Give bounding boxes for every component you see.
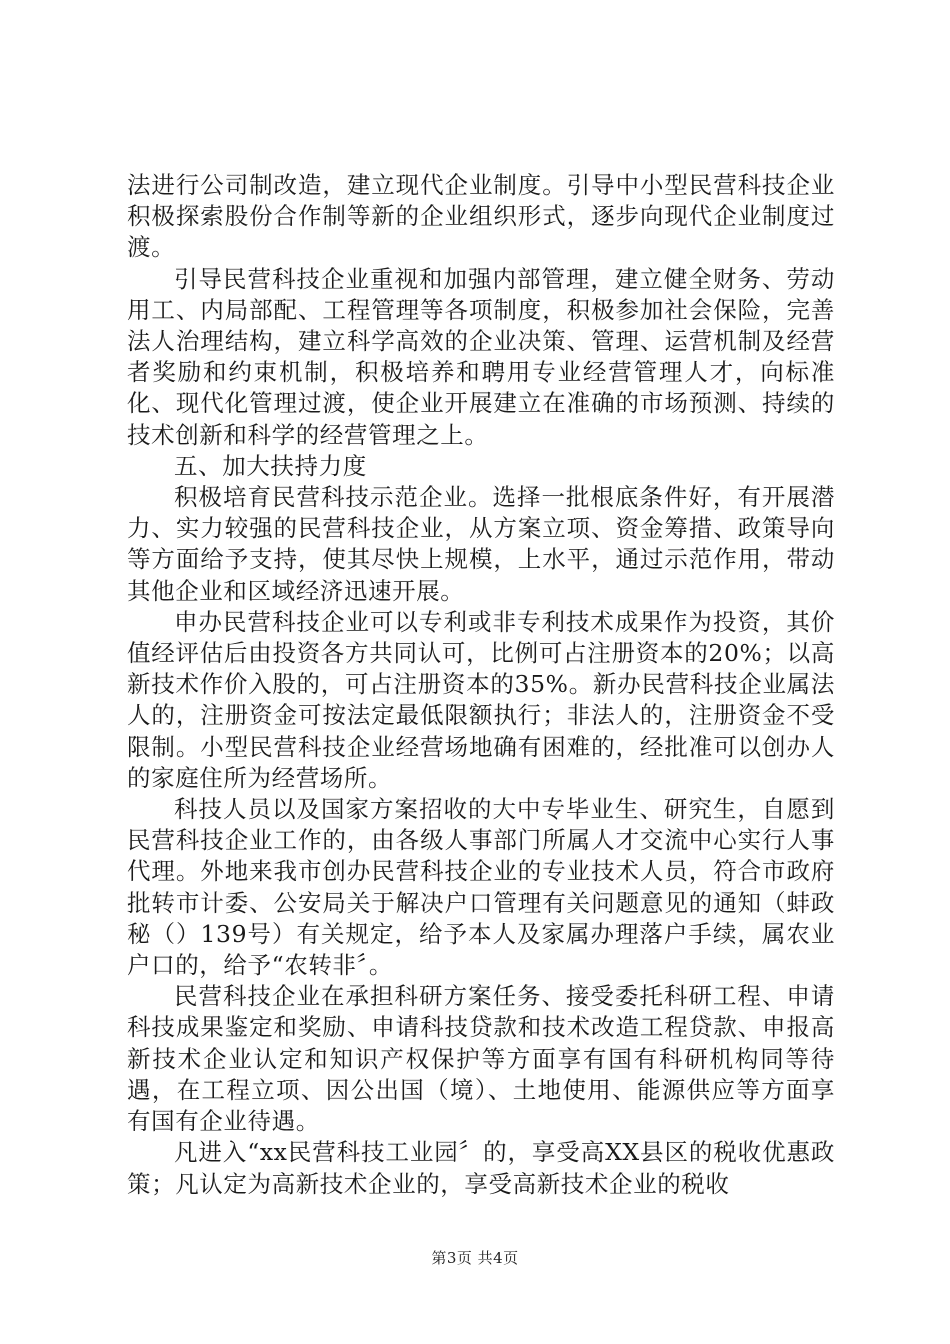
section-heading: 五、加大扶持力度: [174, 451, 367, 480]
paragraph-continuation: 法进行公司制改造，建立现代企业制度。引导中小型民营科技企业积极探索股份合作制等新的企业组织形式，逐步向现代企业制度过渡。: [127, 171, 835, 262]
document-body: [127, 170, 835, 1200]
page-number-footer: 第3页 共4页: [431, 1249, 519, 1267]
paragraph-investment-registration: 申办民营科技企业可以专利或非专利技术成果作为投资，其价值经评估后由投资各方共同认可，比例可占注册资本的20%；以高新技术作价入股的，可占注册资本的35%。新办民营科技企业属法人的，注册资金可按法定最低限额执行；非法人的，注册资金不受限制。小型民营科技企业经营场地确有困难的，经批准可以创办人的家庭住所为经营场所。: [127, 607, 835, 792]
paragraph-personnel: 科技人员以及国家方案招收的大中专毕业生、研究生，自愿到民营科技企业工作的，由各级人事部门所属人才交流中心实行人事代理。外地来我市创办民营科技企业的专业技术人员，符合市政府批转市计委、公安局关于解决户口管理有关问题意见的通知（蚌政秘（）139号）有关规定，给予本人及家属办理落户手续，属农业户口的，给予“农转非〞。: [127, 795, 835, 980]
paragraph-internal-management: 引导民营科技企业重视和加强内部管理，建立健全财务、劳动用工、内局部配、工程管理等各项制度，积极参加社会保险，完善法人治理结构，建立科学高效的企业决策、管理、运营机制及经营者奖励和约束机制，积极培养和聘用专业经营管理人才，向标准化、现代化管理过渡，使企业开展建立在准确的市场预测、持续的技术创新和科学的经营管理之上。: [127, 264, 835, 449]
paragraph-demonstration-enterprises: 积极培育民营科技示范企业。选择一批根底条件好，有开展潜力、实力较强的民营科技企业，从方案立项、资金筹措、政策导向等方面给予支持，使其尽快上规模，上水平，通过示范作用，带动其他企业和区域经济迅速开展。: [127, 483, 835, 605]
paragraph-equal-treatment: 民营科技企业在承担科研方案任务、接受委托科研工程、申请科技成果鉴定和奖励、申请科技贷款和技术改造工程贷款、申报高新技术企业认定和知识产权保护等方面享有国有科研机构同等待遇，在工程立项、因公出国（境）、土地使用、能源供应等方面享有国有企业待遇。: [127, 982, 835, 1136]
paragraph-tax-policy: 凡进入“xx民营科技工业园〞的，享受高XX县区的税收优惠政策；凡认定为高新技术企业的，享受高新技术企业的税收: [127, 1138, 835, 1198]
